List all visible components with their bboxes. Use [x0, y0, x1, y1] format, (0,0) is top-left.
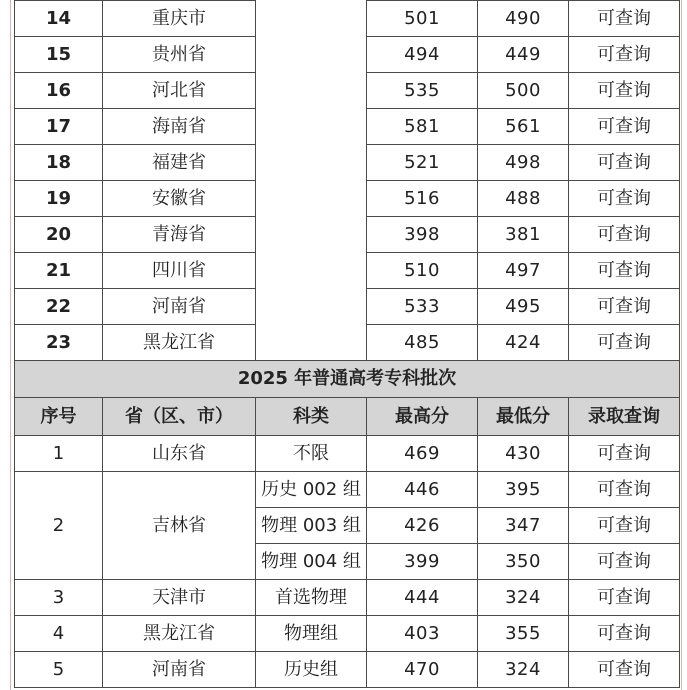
- province-cell: 黑龙江省: [103, 616, 256, 652]
- table-row: [15, 145, 680, 181]
- row-number: 21: [15, 253, 103, 289]
- row-number: 14: [15, 1, 103, 37]
- row-number: 23: [15, 325, 103, 361]
- province-cell: 海南省: [103, 109, 256, 145]
- min-score-cell: 347: [478, 508, 569, 544]
- header-no: 序号: [15, 398, 103, 436]
- table-row: [15, 217, 680, 253]
- header-province: 省（区、市）: [103, 398, 256, 436]
- max-score-cell: 533: [367, 289, 478, 325]
- category-cell-empty: [256, 325, 367, 361]
- query-link[interactable]: 可查询: [569, 652, 680, 688]
- query-link[interactable]: 可查询: [569, 472, 680, 508]
- province-cell: 青海省: [103, 217, 256, 253]
- table-row: [15, 289, 680, 325]
- province-cell: 山东省: [103, 436, 256, 472]
- row-number: 20: [15, 217, 103, 253]
- min-score-cell: 324: [478, 580, 569, 616]
- query-link[interactable]: 可查询: [569, 580, 680, 616]
- table-row: [15, 436, 680, 472]
- category-cell-empty: [256, 73, 367, 109]
- min-score-cell: 500: [478, 73, 569, 109]
- max-score-cell: 403: [367, 616, 478, 652]
- query-link[interactable]: 可查询: [569, 508, 680, 544]
- max-score-cell: 446: [367, 472, 478, 508]
- max-score-cell: 516: [367, 181, 478, 217]
- header-max: 最高分: [367, 398, 478, 436]
- max-score-cell: 510: [367, 253, 478, 289]
- table-row: [15, 73, 680, 109]
- query-link[interactable]: 可查询: [569, 217, 680, 253]
- min-score-cell: 324: [478, 652, 569, 688]
- min-score-cell: 350: [478, 544, 569, 580]
- max-score-cell: 469: [367, 436, 478, 472]
- min-score-cell: 395: [478, 472, 569, 508]
- row-number: 22: [15, 289, 103, 325]
- query-link[interactable]: 可查询: [569, 253, 680, 289]
- province-cell: 安徽省: [103, 181, 256, 217]
- table-row: [15, 181, 680, 217]
- row-number: 15: [15, 37, 103, 73]
- min-score-cell: 488: [478, 181, 569, 217]
- province-cell: 河南省: [103, 652, 256, 688]
- min-score-cell: 497: [478, 253, 569, 289]
- table-row: [15, 652, 680, 688]
- table-row: [15, 472, 680, 508]
- row-number: 5: [15, 652, 103, 688]
- query-link[interactable]: 可查询: [569, 37, 680, 73]
- query-link[interactable]: 可查询: [569, 289, 680, 325]
- table-row: [15, 616, 680, 652]
- category-cell-empty: [256, 37, 367, 73]
- province-cell: 黑龙江省: [103, 325, 256, 361]
- admission-score-table: [14, 0, 680, 688]
- table-row: [15, 109, 680, 145]
- header-row: [15, 398, 680, 436]
- header-category: 科类: [256, 398, 367, 436]
- max-score-cell: 521: [367, 145, 478, 181]
- max-score-cell: 535: [367, 73, 478, 109]
- province-cell: 河北省: [103, 73, 256, 109]
- category-cell: 不限: [256, 436, 367, 472]
- category-cell: 物理 003 组: [256, 508, 367, 544]
- query-link[interactable]: 可查询: [569, 1, 680, 37]
- section-title: 2025 年普通高考专科批次: [15, 361, 680, 398]
- min-score-cell: 490: [478, 1, 569, 37]
- province-cell: 四川省: [103, 253, 256, 289]
- max-score-cell: 494: [367, 37, 478, 73]
- category-cell-empty: [256, 1, 367, 37]
- section-title-row: [15, 361, 680, 398]
- min-score-cell: 430: [478, 436, 569, 472]
- category-cell: 历史 002 组: [256, 472, 367, 508]
- max-score-cell: 470: [367, 652, 478, 688]
- min-score-cell: 424: [478, 325, 569, 361]
- category-cell: 首选物理: [256, 580, 367, 616]
- table-row: [15, 37, 680, 73]
- max-score-cell: 444: [367, 580, 478, 616]
- category-cell: 历史组: [256, 652, 367, 688]
- max-score-cell: 581: [367, 109, 478, 145]
- query-link[interactable]: 可查询: [569, 73, 680, 109]
- min-score-cell: 449: [478, 37, 569, 73]
- query-link[interactable]: 可查询: [569, 544, 680, 580]
- max-score-cell: 426: [367, 508, 478, 544]
- province-cell: 贵州省: [103, 37, 256, 73]
- category-cell-empty: [256, 217, 367, 253]
- category-cell-empty: [256, 253, 367, 289]
- province-cell: 重庆市: [103, 1, 256, 37]
- row-number: 18: [15, 145, 103, 181]
- province-cell: 天津市: [103, 580, 256, 616]
- upper-table-body: [15, 1, 680, 688]
- category-cell-empty: [256, 145, 367, 181]
- min-score-cell: 355: [478, 616, 569, 652]
- row-number: 16: [15, 73, 103, 109]
- min-score-cell: 381: [478, 217, 569, 253]
- table-row: [15, 253, 680, 289]
- min-score-cell: 561: [478, 109, 569, 145]
- query-link[interactable]: 可查询: [569, 616, 680, 652]
- province-cell: 河南省: [103, 289, 256, 325]
- category-cell: 物理 004 组: [256, 544, 367, 580]
- min-score-cell: 495: [478, 289, 569, 325]
- max-score-cell: 485: [367, 325, 478, 361]
- query-link[interactable]: 可查询: [569, 325, 680, 361]
- min-score-cell: 498: [478, 145, 569, 181]
- province-cell: 福建省: [103, 145, 256, 181]
- row-number: 1: [15, 436, 103, 472]
- row-number: 17: [15, 109, 103, 145]
- query-link[interactable]: 可查询: [569, 436, 680, 472]
- max-score-cell: 501: [367, 1, 478, 37]
- query-link[interactable]: 可查询: [569, 181, 680, 217]
- row-number: 19: [15, 181, 103, 217]
- query-link[interactable]: 可查询: [569, 109, 680, 145]
- header-min: 最低分: [478, 398, 569, 436]
- category-cell-empty: [256, 289, 367, 325]
- province-cell: 吉林省: [103, 472, 256, 580]
- row-number: 3: [15, 580, 103, 616]
- table-row: [15, 580, 680, 616]
- row-number: 4: [15, 616, 103, 652]
- query-link[interactable]: 可查询: [569, 145, 680, 181]
- max-score-cell: 399: [367, 544, 478, 580]
- header-query: 录取查询: [569, 398, 680, 436]
- category-cell-empty: [256, 109, 367, 145]
- category-cell-empty: [256, 181, 367, 217]
- table-row: [15, 1, 680, 37]
- max-score-cell: 398: [367, 217, 478, 253]
- category-cell: 物理组: [256, 616, 367, 652]
- table-row: [15, 325, 680, 361]
- row-number: 2: [15, 472, 103, 580]
